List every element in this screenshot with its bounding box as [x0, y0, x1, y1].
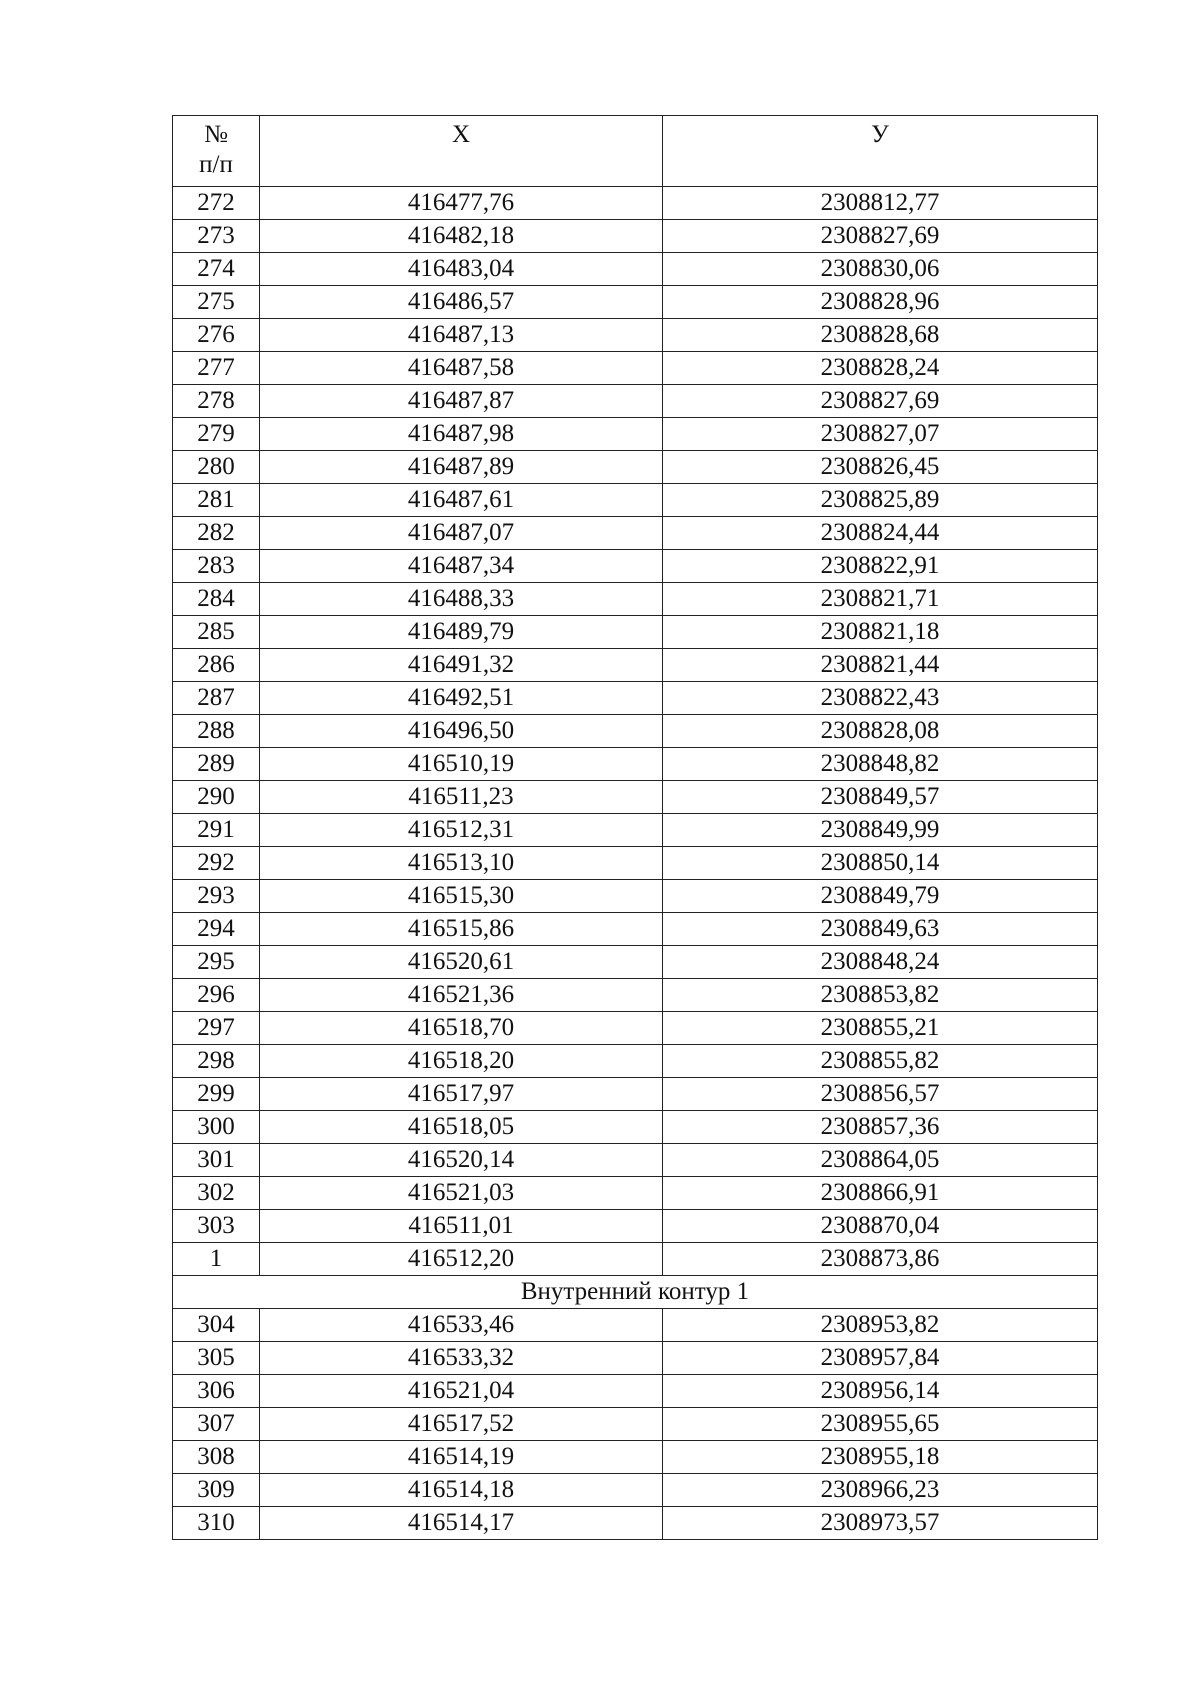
table-row	[173, 1375, 1098, 1408]
table-row	[173, 1342, 1098, 1375]
x-coordinate-cell: 416533,32	[260, 1342, 663, 1375]
section-title: Внутренний контур 1	[173, 1276, 1098, 1309]
y-coordinate-cell: 2308870,04	[663, 1210, 1098, 1243]
table-row	[173, 649, 1098, 682]
table-row	[173, 253, 1098, 286]
x-coordinate-cell: 416512,20	[260, 1243, 663, 1276]
coordinates-table	[172, 115, 1098, 1540]
point-number-cell: 295	[173, 946, 260, 979]
table-row	[173, 451, 1098, 484]
header-row	[173, 116, 1098, 187]
x-coordinate-cell: 416517,52	[260, 1408, 663, 1441]
point-number-cell: 276	[173, 319, 260, 352]
y-coordinate-cell: 2308822,43	[663, 682, 1098, 715]
point-number-cell: 286	[173, 649, 260, 682]
x-coordinate-cell: 416518,70	[260, 1012, 663, 1045]
point-number-cell: 300	[173, 1111, 260, 1144]
y-coordinate-cell: 2308821,18	[663, 616, 1098, 649]
x-coordinate-cell: 416487,87	[260, 385, 663, 418]
point-number-cell: 1	[173, 1243, 260, 1276]
table-row	[173, 550, 1098, 583]
x-coordinate-cell: 416514,19	[260, 1441, 663, 1474]
table-row	[173, 385, 1098, 418]
table-row	[173, 781, 1098, 814]
x-coordinate-cell: 416483,04	[260, 253, 663, 286]
table-row	[173, 220, 1098, 253]
y-coordinate-cell: 2308873,86	[663, 1243, 1098, 1276]
y-coordinate-cell: 2308825,89	[663, 484, 1098, 517]
x-coordinate-cell: 416482,18	[260, 220, 663, 253]
point-number-cell: 303	[173, 1210, 260, 1243]
header-number	[173, 116, 260, 187]
y-coordinate-cell: 2308853,82	[663, 979, 1098, 1012]
table-row	[173, 1012, 1098, 1045]
x-coordinate-cell: 416520,61	[260, 946, 663, 979]
y-coordinate-cell: 2308849,63	[663, 913, 1098, 946]
y-coordinate-cell: 2308828,96	[663, 286, 1098, 319]
table-row	[173, 913, 1098, 946]
x-coordinate-cell: 416487,34	[260, 550, 663, 583]
table-row	[173, 682, 1098, 715]
point-number-cell: 293	[173, 880, 260, 913]
y-coordinate-cell: 2308824,44	[663, 517, 1098, 550]
table-row	[173, 1243, 1098, 1276]
point-number-cell: 309	[173, 1474, 260, 1507]
y-coordinate-cell: 2308955,18	[663, 1441, 1098, 1474]
table-row	[173, 1507, 1098, 1540]
y-coordinate-cell: 2308966,23	[663, 1474, 1098, 1507]
table-row	[173, 748, 1098, 781]
y-coordinate-cell: 2308849,79	[663, 880, 1098, 913]
header-y: У	[663, 116, 1098, 187]
point-number-cell: 289	[173, 748, 260, 781]
table-row	[173, 187, 1098, 220]
x-coordinate-cell: 416517,97	[260, 1078, 663, 1111]
point-number-cell: 290	[173, 781, 260, 814]
table-row	[173, 319, 1098, 352]
point-number-cell: 285	[173, 616, 260, 649]
section-row	[173, 1276, 1098, 1309]
x-coordinate-cell: 416488,33	[260, 583, 663, 616]
point-number-cell: 306	[173, 1375, 260, 1408]
y-coordinate-cell: 2308821,71	[663, 583, 1098, 616]
point-number-cell: 283	[173, 550, 260, 583]
x-coordinate-cell: 416521,36	[260, 979, 663, 1012]
y-coordinate-cell: 2308849,57	[663, 781, 1098, 814]
y-coordinate-cell: 2308855,82	[663, 1045, 1098, 1078]
point-number-cell: 310	[173, 1507, 260, 1540]
x-coordinate-cell: 416486,57	[260, 286, 663, 319]
y-coordinate-cell: 2308848,82	[663, 748, 1098, 781]
point-number-cell: 287	[173, 682, 260, 715]
point-number-cell: 308	[173, 1441, 260, 1474]
table-row	[173, 1078, 1098, 1111]
y-coordinate-cell: 2308830,06	[663, 253, 1098, 286]
point-number-cell: 302	[173, 1177, 260, 1210]
x-coordinate-cell: 416521,04	[260, 1375, 663, 1408]
x-coordinate-cell: 416518,20	[260, 1045, 663, 1078]
y-coordinate-cell: 2308855,21	[663, 1012, 1098, 1045]
table-row	[173, 979, 1098, 1012]
y-coordinate-cell: 2308953,82	[663, 1309, 1098, 1342]
x-coordinate-cell: 416511,01	[260, 1210, 663, 1243]
point-number-cell: 292	[173, 847, 260, 880]
point-number-cell: 278	[173, 385, 260, 418]
x-coordinate-cell: 416487,07	[260, 517, 663, 550]
y-coordinate-cell: 2308973,57	[663, 1507, 1098, 1540]
y-coordinate-cell: 2308955,65	[663, 1408, 1098, 1441]
point-number-cell: 299	[173, 1078, 260, 1111]
table-row	[173, 352, 1098, 385]
x-coordinate-cell: 416518,05	[260, 1111, 663, 1144]
table-header	[173, 116, 1098, 187]
y-coordinate-cell: 2308827,69	[663, 220, 1098, 253]
x-coordinate-cell: 416496,50	[260, 715, 663, 748]
x-coordinate-cell: 416489,79	[260, 616, 663, 649]
x-coordinate-cell: 416514,17	[260, 1507, 663, 1540]
table-row	[173, 286, 1098, 319]
y-coordinate-cell: 2308828,24	[663, 352, 1098, 385]
table-row	[173, 814, 1098, 847]
table-row	[173, 1177, 1098, 1210]
y-coordinate-cell: 2308848,24	[663, 946, 1098, 979]
header-number-symbol: №	[204, 121, 228, 148]
point-number-cell: 273	[173, 220, 260, 253]
x-coordinate-cell: 416533,46	[260, 1309, 663, 1342]
x-coordinate-cell: 416487,98	[260, 418, 663, 451]
point-number-cell: 282	[173, 517, 260, 550]
table-row	[173, 1309, 1098, 1342]
x-coordinate-cell: 416487,13	[260, 319, 663, 352]
header-number-abbr: п/п	[199, 151, 233, 178]
x-coordinate-cell: 416515,30	[260, 880, 663, 913]
point-number-cell: 296	[173, 979, 260, 1012]
point-number-cell: 291	[173, 814, 260, 847]
point-number-cell: 305	[173, 1342, 260, 1375]
x-coordinate-cell: 416487,89	[260, 451, 663, 484]
point-number-cell: 288	[173, 715, 260, 748]
table-row	[173, 1408, 1098, 1441]
table-row	[173, 583, 1098, 616]
y-coordinate-cell: 2308866,91	[663, 1177, 1098, 1210]
table-row	[173, 1474, 1098, 1507]
point-number-cell: 297	[173, 1012, 260, 1045]
x-coordinate-cell: 416510,19	[260, 748, 663, 781]
table-row	[173, 484, 1098, 517]
x-coordinate-cell: 416521,03	[260, 1177, 663, 1210]
table-row	[173, 1111, 1098, 1144]
table-row	[173, 1210, 1098, 1243]
table-row	[173, 715, 1098, 748]
x-coordinate-cell: 416514,18	[260, 1474, 663, 1507]
y-coordinate-cell: 2308827,69	[663, 385, 1098, 418]
point-number-cell: 294	[173, 913, 260, 946]
point-number-cell: 281	[173, 484, 260, 517]
table-row	[173, 880, 1098, 913]
y-coordinate-cell: 2308957,84	[663, 1342, 1098, 1375]
table-row	[173, 946, 1098, 979]
point-number-cell: 307	[173, 1408, 260, 1441]
x-coordinate-cell: 416515,86	[260, 913, 663, 946]
header-x: X	[260, 116, 663, 187]
point-number-cell: 277	[173, 352, 260, 385]
y-coordinate-cell: 2308864,05	[663, 1144, 1098, 1177]
table-row	[173, 418, 1098, 451]
y-coordinate-cell: 2308850,14	[663, 847, 1098, 880]
x-coordinate-cell: 416477,76	[260, 187, 663, 220]
x-coordinate-cell: 416513,10	[260, 847, 663, 880]
table-row	[173, 1045, 1098, 1078]
y-coordinate-cell: 2308849,99	[663, 814, 1098, 847]
x-coordinate-cell: 416487,61	[260, 484, 663, 517]
point-number-cell: 275	[173, 286, 260, 319]
y-coordinate-cell: 2308822,91	[663, 550, 1098, 583]
y-coordinate-cell: 2308857,36	[663, 1111, 1098, 1144]
y-coordinate-cell: 2308828,68	[663, 319, 1098, 352]
table-row	[173, 517, 1098, 550]
x-coordinate-cell: 416487,58	[260, 352, 663, 385]
table-body	[173, 187, 1098, 1540]
point-number-cell: 301	[173, 1144, 260, 1177]
table-row	[173, 847, 1098, 880]
y-coordinate-cell: 2308812,77	[663, 187, 1098, 220]
x-coordinate-cell: 416491,32	[260, 649, 663, 682]
x-coordinate-cell: 416511,23	[260, 781, 663, 814]
point-number-cell: 304	[173, 1309, 260, 1342]
point-number-cell: 272	[173, 187, 260, 220]
table-row	[173, 1441, 1098, 1474]
point-number-cell: 280	[173, 451, 260, 484]
point-number-cell: 298	[173, 1045, 260, 1078]
y-coordinate-cell: 2308956,14	[663, 1375, 1098, 1408]
x-coordinate-cell: 416512,31	[260, 814, 663, 847]
y-coordinate-cell: 2308826,45	[663, 451, 1098, 484]
y-coordinate-cell: 2308827,07	[663, 418, 1098, 451]
y-coordinate-cell: 2308821,44	[663, 649, 1098, 682]
point-number-cell: 274	[173, 253, 260, 286]
y-coordinate-cell: 2308856,57	[663, 1078, 1098, 1111]
point-number-cell: 284	[173, 583, 260, 616]
x-coordinate-cell: 416520,14	[260, 1144, 663, 1177]
point-number-cell: 279	[173, 418, 260, 451]
table-row	[173, 1144, 1098, 1177]
x-coordinate-cell: 416492,51	[260, 682, 663, 715]
table-row	[173, 616, 1098, 649]
y-coordinate-cell: 2308828,08	[663, 715, 1098, 748]
